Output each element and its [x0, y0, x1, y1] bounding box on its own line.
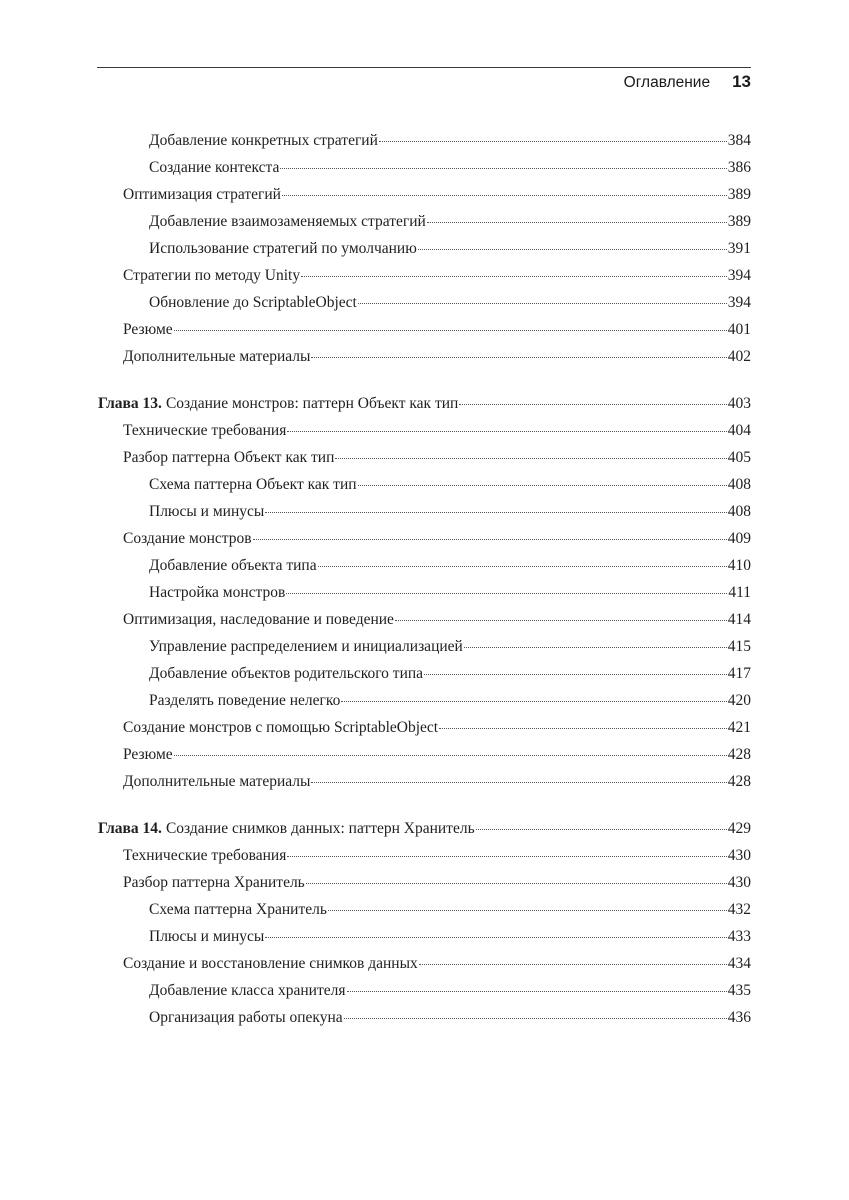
toc-entry-page: 411	[728, 584, 751, 601]
toc-entry-label	[149, 690, 340, 712]
toc-entry-label	[149, 130, 378, 152]
toc-entry-label	[123, 953, 418, 975]
page-number: 13	[732, 72, 751, 91]
toc-dot-leader	[418, 249, 727, 250]
toc-entry-label	[149, 582, 285, 604]
toc-entry	[149, 1007, 751, 1029]
toc-dot-leader	[265, 937, 726, 938]
toc-entry-label	[123, 872, 305, 894]
toc-dot-leader	[282, 195, 727, 196]
toc-entry	[149, 926, 751, 948]
toc-entry	[123, 872, 751, 894]
toc-dot-leader	[358, 485, 727, 486]
toc-entry-label	[149, 636, 463, 658]
toc-entry	[123, 845, 751, 867]
toc-entry-label	[123, 420, 286, 442]
toc-entry-title: Плюсы и минусы	[149, 503, 265, 520]
toc-entry-label	[149, 238, 417, 260]
toc-entry-title: Разбор паттерна Хранитель	[123, 874, 305, 891]
toc-dot-leader	[344, 1018, 727, 1019]
toc-entry	[149, 980, 751, 1002]
toc-entry-title: Резюме	[123, 746, 173, 763]
toc-entry-page: 429	[727, 820, 751, 837]
toc-entry-label	[123, 447, 334, 469]
toc-entry-label	[123, 771, 310, 793]
toc-entry-title: Обновление до ScriptableObject	[149, 294, 357, 311]
toc-dot-leader	[424, 674, 727, 675]
toc-entry	[123, 744, 751, 766]
toc-chapter-number: Глава 13.	[98, 395, 162, 412]
toc-dot-leader	[287, 431, 726, 432]
toc-entry-page: 404	[727, 422, 751, 439]
toc-entry-page: 420	[727, 692, 751, 709]
toc-entry	[149, 501, 751, 523]
toc-entry-title: Добавление класса хранителя	[149, 982, 346, 999]
toc-entry-title: Дополнительные материалы	[123, 348, 311, 365]
toc-entry-page: 403	[727, 395, 751, 412]
toc-dot-leader	[328, 910, 727, 911]
toc-entry-page: 428	[727, 773, 751, 790]
toc-dot-leader	[459, 404, 726, 405]
toc-entry-title: Схема паттерна Хранитель	[149, 901, 327, 918]
toc-entry-title: Управление распределением и инициализацией	[149, 638, 463, 655]
toc-entry	[149, 130, 751, 152]
toc-entry-page: 408	[727, 503, 751, 520]
toc-dot-leader	[280, 168, 726, 169]
toc-entry-label	[123, 346, 310, 368]
toc-entry-title: Добавление объектов родительского типа	[149, 665, 424, 682]
toc-entry	[149, 899, 751, 921]
toc-dot-leader	[335, 458, 726, 459]
toc-entry-label	[98, 818, 475, 840]
toc-entry-label	[123, 845, 286, 867]
toc-dot-leader	[464, 647, 727, 648]
toc-entry-label	[149, 899, 327, 921]
toc-entry-title: Разделять поведение нелегко	[149, 692, 341, 709]
toc-entry	[123, 319, 751, 341]
running-head-section: Оглавление	[623, 74, 711, 91]
toc-entry-title: Создание монстров с помощью ScriptableObject	[123, 719, 439, 736]
toc-entry	[123, 771, 751, 793]
toc-entry-page: 386	[727, 159, 751, 176]
toc-dot-leader	[358, 303, 727, 304]
toc-entry-title: Создание снимков данных: паттерн Хранитель	[165, 820, 475, 837]
toc-entry	[123, 953, 751, 975]
toc-entry-page: 417	[727, 665, 751, 682]
toc-entry-page: 405	[727, 449, 751, 466]
toc-entry-title: Организация работы опекуна	[149, 1009, 343, 1026]
toc-dot-leader	[286, 593, 727, 594]
toc-dot-leader	[318, 566, 727, 567]
toc-dot-leader	[379, 141, 727, 142]
toc-entry-title: Разбор паттерна Объект как тип	[123, 449, 335, 466]
toc-entry	[123, 717, 751, 739]
toc-entry-title: Оптимизация стратегий	[123, 186, 281, 203]
toc-entry-page: 415	[727, 638, 751, 655]
toc-entry-title: Настройка монстров	[149, 584, 286, 601]
toc-entry-page: 421	[727, 719, 751, 736]
toc-dot-leader	[347, 991, 727, 992]
toc-entry-title: Создание монстров	[123, 530, 252, 547]
toc-entry-label	[149, 926, 264, 948]
toc-entry-page: 434	[727, 955, 751, 972]
toc-entry	[123, 346, 751, 368]
toc-entry-page: 432	[727, 901, 751, 918]
toc-entry-label	[149, 292, 357, 314]
toc-dot-leader	[439, 728, 727, 729]
toc-entry	[149, 292, 751, 314]
toc-entry-page: 394	[727, 267, 751, 284]
toc-entry-page: 414	[727, 611, 751, 628]
toc-chapter-entry	[98, 393, 751, 415]
toc-dot-leader	[419, 964, 727, 965]
toc-entry	[123, 420, 751, 442]
toc-entry-page: 401	[727, 321, 751, 338]
toc-entry-label	[98, 393, 458, 415]
toc-entry-title: Создание контекста	[149, 159, 280, 176]
toc-entry-title: Технические требования	[123, 422, 287, 439]
toc-entry-page: 430	[727, 847, 751, 864]
toc-dot-leader	[174, 755, 727, 756]
toc-entry-page: 428	[727, 746, 751, 763]
toc-dot-leader	[476, 829, 727, 830]
toc-entry	[123, 528, 751, 550]
toc-dot-leader	[395, 620, 727, 621]
toc-entry-label	[123, 609, 394, 631]
toc-entry-page: 436	[727, 1009, 751, 1026]
toc-entry-label	[123, 184, 281, 206]
toc-entry	[149, 474, 751, 496]
toc-dot-leader	[287, 856, 726, 857]
toc-entry-title: Добавление конкретных стратегий	[149, 132, 378, 149]
toc-entry-label	[149, 211, 426, 233]
toc-dot-leader	[306, 883, 727, 884]
toc-entry	[149, 663, 751, 685]
toc-entry-label	[149, 474, 357, 496]
toc-entry-label	[123, 717, 438, 739]
toc-entry	[123, 265, 751, 287]
toc-entry-title: Резюме	[123, 321, 173, 338]
toc-entry	[149, 582, 751, 604]
toc-entry-title: Добавление объекта типа	[149, 557, 317, 574]
toc-entry-page: 408	[727, 476, 751, 493]
toc-entry-title: Плюсы и минусы	[149, 928, 265, 945]
toc-entry-title: Технические требования	[123, 847, 287, 864]
toc-dot-leader	[265, 512, 726, 513]
toc-entry	[123, 609, 751, 631]
toc-entry-label	[149, 1007, 343, 1029]
toc-entry-label	[123, 265, 300, 287]
toc-entry	[149, 238, 751, 260]
toc-entry-label	[123, 528, 252, 550]
toc-dot-leader	[301, 276, 727, 277]
toc-entry	[149, 157, 751, 179]
toc-entry-page: 389	[727, 186, 751, 203]
toc-entry-page: 389	[727, 213, 751, 230]
toc-chapter-entry	[98, 818, 751, 840]
toc-dot-leader	[253, 539, 727, 540]
toc-entry-label	[149, 555, 317, 577]
toc-entry-label	[149, 663, 423, 685]
toc-entry-page: 433	[727, 928, 751, 945]
toc-entry-page: 391	[727, 240, 751, 257]
toc-entry-page: 409	[727, 530, 751, 547]
toc-entry-page: 410	[727, 557, 751, 574]
toc-entry-page: 430	[727, 874, 751, 891]
toc-entry	[149, 555, 751, 577]
toc-entry-label	[123, 744, 173, 766]
toc-entry-title: Создание монстров: паттерн Объект как тип	[165, 395, 459, 412]
toc-entry-label	[123, 319, 173, 341]
toc-entry-label	[149, 157, 279, 179]
toc-dot-leader	[427, 222, 727, 223]
toc-entry-title: Схема паттерна Объект как тип	[149, 476, 357, 493]
toc-dot-leader	[311, 357, 726, 358]
toc-dot-leader	[174, 330, 727, 331]
toc-entry-title: Оптимизация, наследование и поведение	[123, 611, 394, 628]
toc-entry-title: Использование стратегий по умолчанию	[149, 240, 417, 257]
toc-entry	[123, 184, 751, 206]
toc-entry	[149, 211, 751, 233]
toc-entry-title: Создание и восстановление снимков данных	[123, 955, 418, 972]
toc-entry-page: 435	[727, 982, 751, 999]
toc-entry-title: Стратегии по методу Unity	[123, 267, 301, 284]
toc-entry-label	[149, 980, 346, 1002]
toc-entry-page: 394	[727, 294, 751, 311]
toc-entry-title: Добавление взаимозаменяемых стратегий	[149, 213, 426, 230]
toc-entry	[149, 690, 751, 712]
toc-dot-leader	[311, 782, 726, 783]
toc-entry-label	[149, 501, 264, 523]
toc-entry-title: Дополнительные материалы	[123, 773, 311, 790]
toc-dot-leader	[341, 701, 726, 702]
toc-entry-page: 384	[727, 132, 751, 149]
toc-chapter-number: Глава 14.	[98, 820, 162, 837]
toc-entry-page: 402	[727, 348, 751, 365]
toc-entry	[123, 447, 751, 469]
toc-entry	[149, 636, 751, 658]
